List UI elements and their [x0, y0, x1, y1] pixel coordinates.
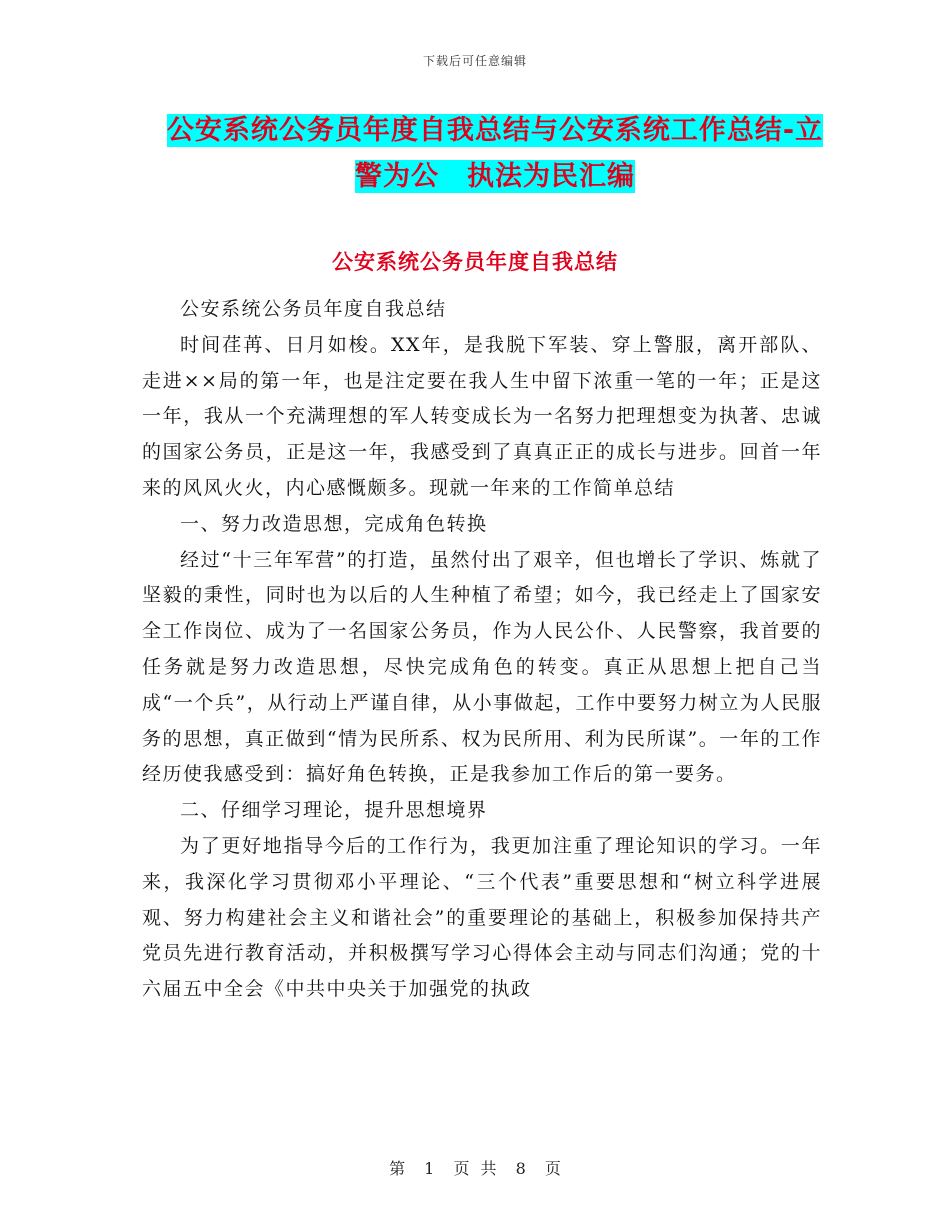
document-title-line1: 公安系统公务员年度自我总结与公安系统工作总结-立 — [166, 115, 824, 146]
page-total: 8 — [515, 1159, 526, 1178]
paragraph: 经过“十三年军营”的打造，虽然付出了艰辛，但也增长了学识、炼就了坚毅的秉性，同时也为以后的人生种植了希望；如今，我已经走上了国家安全工作岗位、成为了一名国家公务员，作为人民公仆、人民警察，我首要的任务就是努力改造思想，尽快完成角色的转变。真正从思想上把自己当成“一个兵”，从行动上严谨自律，从小事做起，工作中要努力树立为人民服务的思想，真正做到“情为民所系、权为民所用、利为民所谋”。一年的工作经历使我感受到：搞好角色转换，正是我参加工作后的第一要务。 — [142, 548, 822, 786]
body-text — [142, 292, 822, 1008]
paragraph: 公安系统公务员年度自我总结 — [180, 298, 447, 320]
section-heading: 二、仔细学习理论，提升思想境界 — [180, 799, 488, 822]
page-prefix: 第 — [389, 1159, 406, 1178]
section-heading: 一、努力改造思想，完成角色转换 — [180, 512, 488, 535]
page-suffix: 页 — [544, 1159, 561, 1178]
document-title — [140, 108, 850, 200]
page-mid: 页 共 — [453, 1159, 497, 1178]
paragraph: 为了更好地指导今后的工作行为，我更加注重了理论知识的学习。一年来，我深化学习贯彻邓小平理论、“三个代表”重要思想和“树立科学进展观、努力构建社会主义和谐社会”的重要理论的基础上，积极参加保持共产党员先进行教育活动，并积极撰写学习心得体会主动与同志们沟通；党的十六届五中全会《中共中央关于加强党的执政 — [142, 834, 822, 1001]
page-current: 1 — [424, 1159, 435, 1178]
page-footer — [0, 1156, 950, 1179]
header-note: 下载后可任意编辑 — [422, 54, 527, 68]
section-title: 公安系统公务员年度自我总结 — [332, 250, 618, 274]
paragraph: 时间荏苒、日月如梭。XX年，是我脱下军装、穿上警服，离开部队、走进××局的第一年，也是注定要在我人生中留下浓重一笔的一年；正是这一年，我从一个充满理想的军人转变成长为一名努力把理想变为执著、忠诚的国家公务员，正是这一年，我感受到了真真正正的成长与进步。回首一年来的风风火火，内心感慨颇多。现就一年来的工作简单总结 — [142, 333, 822, 499]
document-title-line2: 警为公 执法为民汇编 — [355, 161, 635, 192]
